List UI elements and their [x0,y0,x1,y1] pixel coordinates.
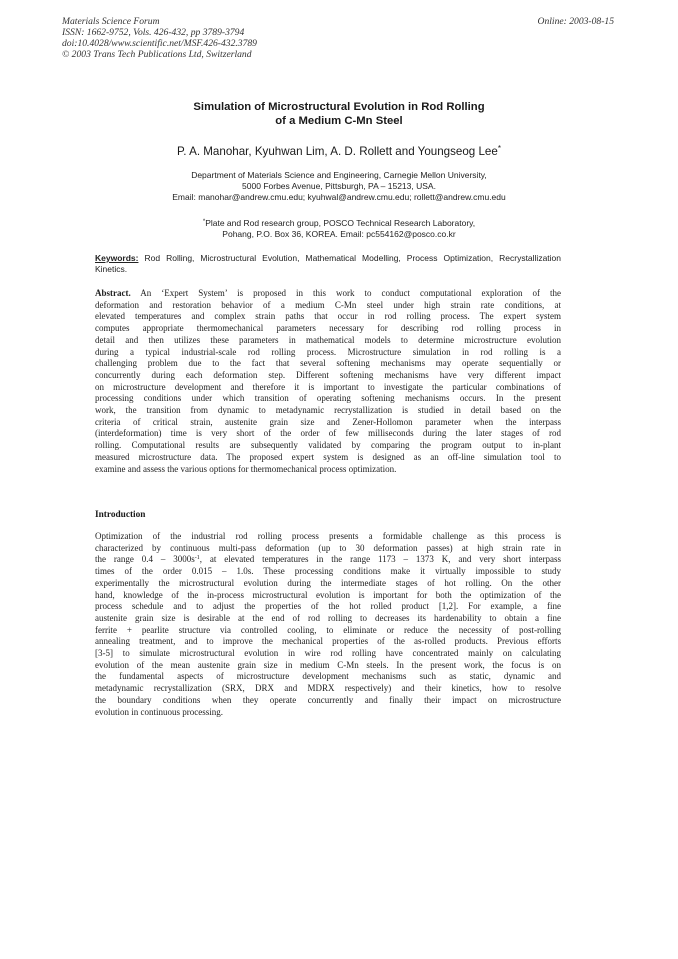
strain-rate-exponent: -1 [194,555,200,562]
paper-title [0,100,678,128]
affiliation-cmu [0,170,678,204]
intro-line [95,554,561,566]
affiliation-cmu-line-2: 5000 Forbes Avenue, Pittsburgh, PA – 15213, USA. [242,181,436,192]
abstract-line: elevated temperatures and complex strain paths that occur in rod rolling process. The expert system [95,311,561,322]
abstract-line: computes appropriate thermomechanical parameters necessary for describing rod rolling process in [95,323,561,334]
intro-line: evolution of the mean austenite grain size in medium C-Mn steels. In the present work, the focus is on [95,659,561,670]
abstract-line: detail and then utilizes these parameters in mathematical models to determine microstructure evolution [95,334,561,345]
affiliation-cmu-emails[interactable]: Email: manohar@andrew.cmu.edu; kyuhwal@andrew.cmu.edu; rollett@andrew.cmu.edu [172,192,506,203]
online-date: Online: 2003-08-15 [537,16,614,27]
abstract-block [95,288,561,475]
affiliation-posco-line-1-text: Plate and Rod research group, POSCO Technical Research Laboratory, [205,218,476,228]
intro-line: the boundary conditions when they operate concurrently and finally their impact on microstructure [95,694,561,705]
affiliation-footnote-mark: * [202,219,206,225]
title-line-1: Simulation of Microstructural Evolution in Rod Rolling [193,101,485,113]
introduction-block [95,531,561,718]
intro-line: process schedule and to adjust the properties of the hot rolled product [1,2]. For example, a fine [95,601,561,612]
issn-line: ISSN: 1662-9752, Vols. 426-432, pp 3789-3794 [62,27,245,38]
intro-line: metadynamic recrystallization (SRX, DRX and MDRX respectively) and their kinetics, how to resolve [95,683,561,694]
abstract-line: (interdeformation) time is very short of the order of few milliseconds during the later stages of rod [95,428,561,439]
title-line-2: of a Medium C-Mn Steel [275,115,403,127]
abstract-line: measured microstructure data. The proposed expert system is designed as an off-line simulation tool to [95,451,561,462]
copyright-line: © 2003 Trans Tech Publications Ltd, Switzerland [62,49,252,60]
intro-line: hand, knowledge of the in-process microstructural evolution is important for both the optimization of the [95,589,561,600]
keywords-label: Keywords: [95,253,139,263]
abstract-label: Abstract. [95,288,131,298]
introduction-heading: Introduction [95,510,146,520]
affiliation-posco-line-2[interactable]: Pohang, P.O. Box 36, KOREA. Email: pc554162@posco.co.kr [222,229,456,240]
intro-line: [3-5] to simulate microstructural evolution in wire rod rolling have concentrated mainly on calculating [95,648,561,659]
intro-line: times of the order 0.015 – 1.0s. These processing conditions make it virtually impossible to study [95,566,561,577]
intro-line: evolution in continuous processing. [95,706,223,717]
affiliation-cmu-line-1: Department of Materials Science and Engineering, Carnegie Mellon University, [191,170,487,180]
abstract-line: processing conditions under which transition of operating softening mechanisms occurs. In the present [95,393,561,404]
journal-name: Materials Science Forum [62,16,160,27]
keywords-block [95,253,561,275]
abstract-line-text: An ‘Expert System’ is proposed in this work to conduct computational exploration of the [130,288,561,298]
intro-line: ferrite + pearlite structure via controlled cooling, to eliminate or reduce the necessity of post-rolling [95,624,561,635]
affiliation-posco [0,218,678,240]
intro-strain-rate-text: the range 0.4 – 3000s [95,554,195,565]
intro-line: experimentally the microstructural evolution during the intermediate stages of hot rolling. On the other [95,577,561,588]
abstract-line: work, the transition from dynamic to metadynamic recrystallization is studied in detail based on the [95,405,561,416]
abstract-line: during a typical industrial-scale rod rolling process. Microstructure simulation in rod rolling is a [95,346,561,357]
abstract-line [95,288,561,300]
intro-line: austenite grain size is desirable at the end of rod rolling to decreases its hardenability to obtain a fine [95,612,561,623]
abstract-line: challenging problem due to the fact that several softening mechanisms may operate sequentially or [95,358,561,369]
doi-line[interactable]: doi:10.4028/www.scientific.net/MSF.426-432.3789 [62,38,257,49]
abstract-line: deformation and restoration behavior of a medium C-Mn steel under high strain rate conditions, at [95,299,561,310]
abstract-line: concurrently during each deformation step. Different softening mechanisms have very different impact [95,369,561,380]
abstract-line: criteria of critical strain, austenite grain size and Zener-Hollomon parameter when the interpass [95,416,561,427]
affiliation-posco-line-1 [0,218,678,229]
intro-line: Optimization of the industrial rod rolling process presents a formidable challenge as this process is [95,531,561,541]
intro-line: characterized by continuous multi-pass deformation (up to 30 deformation passes) at high strain rate in [95,542,561,553]
intro-line: the fundamental aspects of microstructure development mechanisms such as static, dynamic and [95,671,561,682]
intro-line: annealing treatment, and to improve the mechanical properties of the as-rolled products. Previous efforts [95,636,561,647]
abstract-line: rolling. Computational results are subsequently validated by comparing the program output to in-plant [95,440,561,451]
keywords-text: Rod Rolling, Microstructural Evolution, Mathematical Modelling, Process Optimization, Recrystallization Kinetics. [95,253,561,274]
abstract-line: examine and assess the various options for thermomechanical process optimization. [95,463,397,474]
abstract-line: on microstructure development and therefore it is important to investigate the particular combinations of [95,381,561,392]
author-footnote-mark: * [497,144,501,153]
publication-info [62,16,257,60]
authors-text: P. A. Manohar, Kyuhwan Lim, A. D. Rollett and Youngseog Lee [177,145,498,158]
author-list [0,145,678,159]
intro-temperature-text: , at elevated temperatures in the range 1173 – 1373 K, and very short interpass [199,554,562,565]
